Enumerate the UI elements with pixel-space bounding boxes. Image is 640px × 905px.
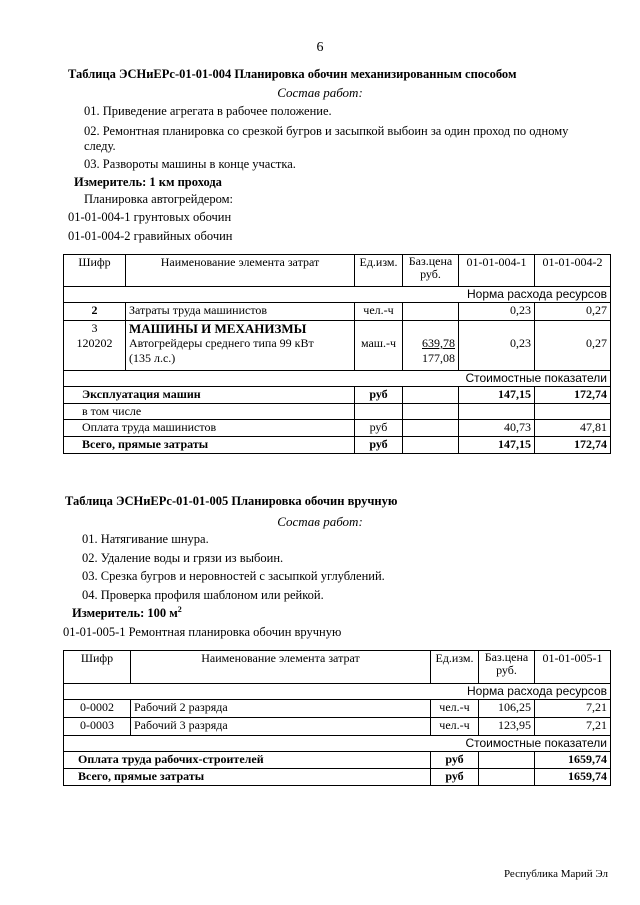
cost-label-row bbox=[64, 736, 611, 752]
row-name: Затраты труда машинистов bbox=[126, 303, 355, 321]
table1-composition-heading: Состав работ: bbox=[277, 85, 363, 100]
row-unit: чел.-ч bbox=[355, 303, 403, 321]
row-unit: маш.-ч bbox=[355, 321, 403, 371]
resource-table-2 bbox=[63, 650, 611, 786]
row-name: Всего, прямые затраты bbox=[64, 437, 355, 454]
table-row bbox=[64, 321, 611, 371]
row-price bbox=[403, 404, 459, 420]
row-value-1: 1659,74 bbox=[535, 752, 611, 769]
header-col-1: 01-01-005-1 bbox=[535, 651, 611, 684]
row-unit: руб bbox=[431, 752, 479, 769]
row-name: МАШИНЫ И МЕХАНИЗМЫ Автогрейдеры среднего типа 99 кВт (135 л.с.) bbox=[126, 321, 355, 371]
norm-label: Норма расхода ресурсов bbox=[64, 287, 611, 303]
row-value-2: 0,27 bbox=[535, 321, 611, 371]
row-price: 639,78 177,08 bbox=[403, 321, 459, 371]
row-name: Рабочий 3 разряда bbox=[131, 718, 431, 736]
row-value-1 bbox=[459, 404, 535, 420]
table2-work-4: 04. Проверка профиля шаблоном или рейкой. bbox=[82, 588, 324, 602]
row-value-1: 147,15 bbox=[459, 387, 535, 404]
table2-work-1: 01. Натягивание шнура. bbox=[82, 532, 209, 546]
row-value-1: 7,21 bbox=[535, 718, 611, 736]
row-value-1: 147,15 bbox=[459, 437, 535, 454]
row-price bbox=[479, 769, 535, 786]
table-row bbox=[64, 769, 611, 786]
header-name: Наименование элемента затрат bbox=[131, 651, 431, 684]
row-name: Оплата труда машинистов bbox=[64, 420, 355, 437]
table-header-row bbox=[64, 255, 611, 287]
table-row bbox=[64, 437, 611, 454]
row-unit: руб bbox=[355, 420, 403, 437]
header-name: Наименование элемента затрат bbox=[126, 255, 355, 287]
row-unit bbox=[355, 404, 403, 420]
table-row bbox=[64, 752, 611, 769]
footer-region: Республика Марий Эл bbox=[503, 868, 608, 880]
cost-label: Стоимостные показатели bbox=[64, 736, 611, 752]
row-price bbox=[403, 303, 459, 321]
table-row bbox=[64, 404, 611, 420]
row-value-2: 172,74 bbox=[535, 437, 611, 454]
table-row bbox=[64, 420, 611, 437]
header-base-price: Баз.цена руб. bbox=[479, 651, 535, 684]
norm-label: Норма расхода ресурсов bbox=[64, 684, 611, 700]
row-price bbox=[479, 752, 535, 769]
header-col-1: 01-01-004-1 bbox=[459, 255, 535, 287]
table1-work-2-cont: следу. bbox=[84, 139, 116, 153]
table1-work-3: 03. Развороты машины в конце участка. bbox=[84, 157, 296, 171]
norm-label-row bbox=[64, 287, 611, 303]
row-unit: чел.-ч bbox=[431, 700, 479, 718]
table1-work-2: 02. Ремонтная планировка со срезкой бугров и засыпкой выбоин за один проход по одному bbox=[84, 124, 569, 138]
table1-work-1: 01. Приведение агрегата в рабочее положение. bbox=[84, 104, 332, 118]
table1-title: Таблица ЭСНиЕРс-01-01-004 Планировка обочин механизированным способом bbox=[68, 67, 517, 81]
header-code: Шифр bbox=[64, 255, 126, 287]
header-unit: Ед.изм. bbox=[431, 651, 479, 684]
table2-title: Таблица ЭСНиЕРс-01-01-005 Планировка обочин вручную bbox=[65, 494, 398, 508]
header-unit: Ед.изм. bbox=[355, 255, 403, 287]
row-value-2: 47,81 bbox=[535, 420, 611, 437]
row-code: 3 120202 bbox=[64, 321, 126, 371]
row-price bbox=[403, 437, 459, 454]
row-unit: чел.-ч bbox=[431, 718, 479, 736]
row-name: Эксплуатация машин bbox=[64, 387, 355, 404]
table1-meter: Измеритель: 1 км прохода bbox=[74, 175, 222, 189]
row-value-2: 0,27 bbox=[535, 303, 611, 321]
row-name: Рабочий 2 разряда bbox=[131, 700, 431, 718]
norm-label-row bbox=[64, 684, 611, 700]
row-value-1: 0,23 bbox=[459, 321, 535, 371]
header-code: Шифр bbox=[64, 651, 131, 684]
row-value-2: 172,74 bbox=[535, 387, 611, 404]
header-col-2: 01-01-004-2 bbox=[535, 255, 611, 287]
header-base-price: Баз.цена руб. bbox=[403, 255, 459, 287]
cost-label: Стоимостные показатели bbox=[64, 371, 611, 387]
row-price bbox=[403, 420, 459, 437]
table-row bbox=[64, 700, 611, 718]
row-value-2 bbox=[535, 404, 611, 420]
row-price: 123,95 bbox=[479, 718, 535, 736]
row-price: 106,25 bbox=[479, 700, 535, 718]
table1-grader-label: Планировка автогрейдером: bbox=[84, 192, 234, 206]
table2-work-3: 03. Срезка бугров и неровностей с засыпкой углублений. bbox=[82, 569, 385, 583]
resource-table-1 bbox=[63, 254, 611, 454]
row-value-1: 40,73 bbox=[459, 420, 535, 437]
row-code: 0-0003 bbox=[64, 718, 131, 736]
row-unit: руб bbox=[355, 437, 403, 454]
table2-composition-heading: Состав работ: bbox=[277, 514, 363, 529]
page-number: 6 bbox=[316, 40, 324, 55]
table1-variant-2: 01-01-004-2 гравийных обочин bbox=[68, 229, 233, 243]
table-row bbox=[64, 718, 611, 736]
cost-label-row bbox=[64, 371, 611, 387]
table-header-row bbox=[64, 651, 611, 684]
row-name: Всего, прямые затраты bbox=[64, 769, 431, 786]
row-unit: руб bbox=[355, 387, 403, 404]
row-name: Оплата труда рабочих-строителей bbox=[64, 752, 431, 769]
row-code: 0-0002 bbox=[64, 700, 131, 718]
row-code: 2 bbox=[64, 303, 126, 321]
row-value-1: 7,21 bbox=[535, 700, 611, 718]
table-row bbox=[64, 303, 611, 321]
table2-variant-1: 01-01-005-1 Ремонтная планировка обочин вручную bbox=[63, 625, 342, 639]
table2-work-2: 02. Удаление воды и грязи из выбоин. bbox=[82, 551, 284, 565]
row-price bbox=[403, 387, 459, 404]
table1-variant-1: 01-01-004-1 грунтовых обочин bbox=[68, 210, 232, 224]
row-value-1: 1659,74 bbox=[535, 769, 611, 786]
row-unit: руб bbox=[431, 769, 479, 786]
table2-meter: Измеритель: 100 $м^2$ bbox=[72, 605, 182, 621]
table-row bbox=[64, 387, 611, 404]
row-name: в том числе bbox=[64, 404, 355, 420]
row-value-1: 0,23 bbox=[459, 303, 535, 321]
